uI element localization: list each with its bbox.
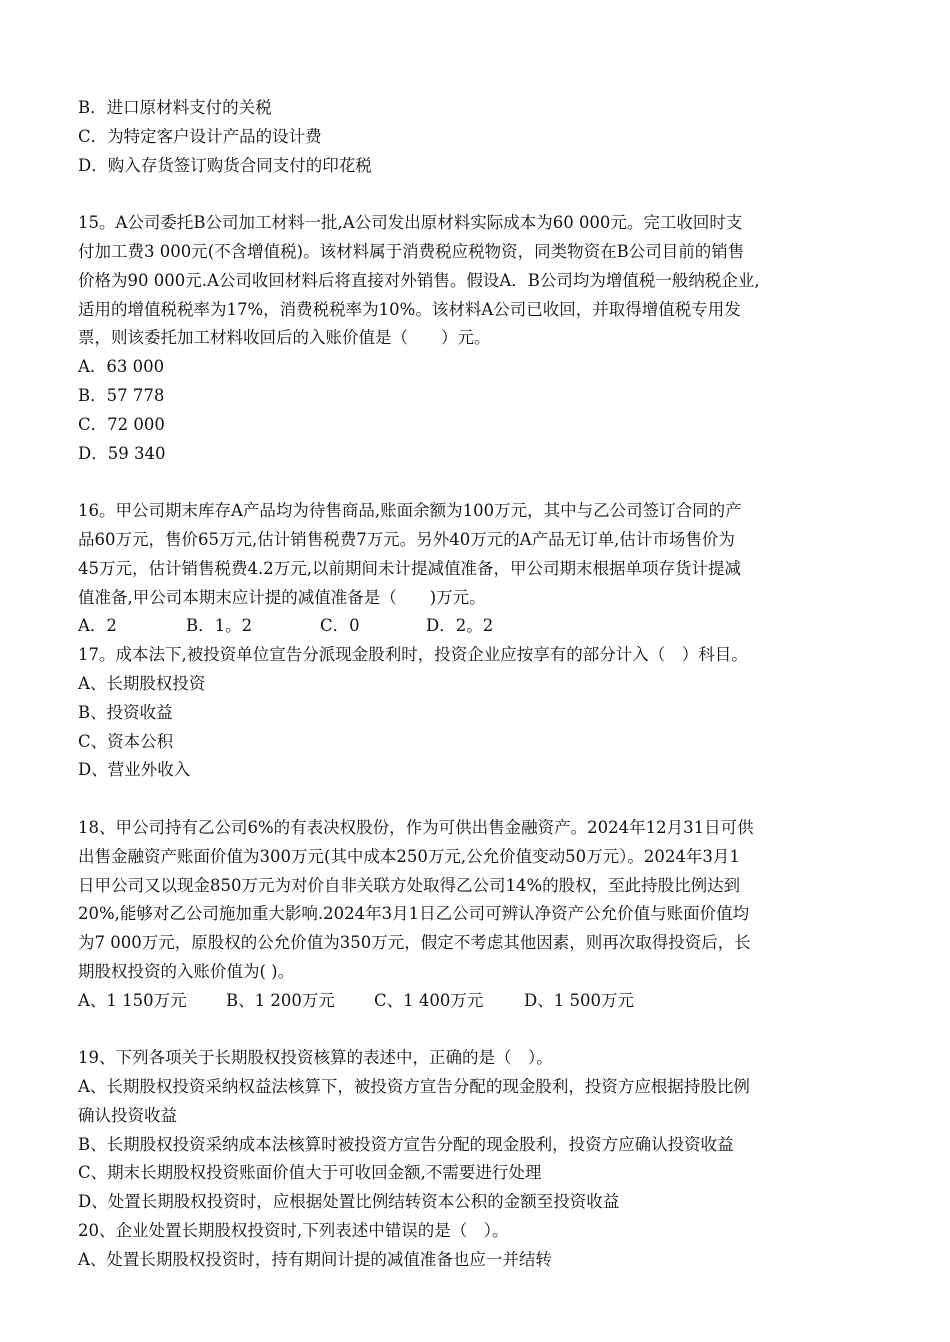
options-row (78, 987, 878, 1016)
question-stem-line: 18、甲公司持有乙公司6%的有表决权股份，作为可供出售金融资产。2024年12月31日可供 (78, 817, 754, 837)
option-b: B、长期股权投资采纳成本法核算时被投资方宣告分配的现金股利，投资方应确认投资收益 (78, 1134, 734, 1154)
option-a: A、处置长期股权投资时，持有期间计提的减值准备也应一并结转 (78, 1249, 552, 1269)
option-b: B．进口原材料支付的关税 (78, 98, 272, 117)
spacer (78, 468, 878, 497)
option-a: A、长期股权投资采纳权益法核算下，被投资方宣告分配的现金股利，投资方应根据持股比例 (78, 1077, 750, 1097)
option-a: A．2 (78, 616, 117, 636)
question-16 (78, 497, 878, 641)
question-stem-line: 日甲公司又以现金850万元为对价自非关联方处取得乙公司14%的股权，至此持股比例达到 (78, 875, 741, 895)
option-a: A、长期股权投资 (78, 673, 206, 693)
spacer (78, 785, 878, 814)
document-page (78, 94, 878, 1275)
question-stem-line: 票，则该委托加工材料收回后的入账价值是（ ）元。 (78, 328, 491, 348)
option-b: B．57 778 (78, 385, 165, 405)
question-stem-line: 期股权投资的入账价值为( )。 (78, 961, 295, 981)
option-d: D．59 340 (78, 443, 166, 463)
question-stem-line: 45万元，估计销售税费4.2万元,以前期间未计提减值准备，甲公司期末根据单项存货计提减 (78, 558, 741, 578)
option-b: B、投资收益 (78, 702, 173, 722)
question-15 (78, 209, 878, 468)
question-20 (78, 1217, 878, 1275)
question-stem-line: 为7 000万元，原股权的公允价值为350万元，假定不考虑其他因素，则再次取得投资后，长 (78, 933, 751, 953)
option-a-continued: 确认投资收益 (78, 1105, 177, 1125)
question-18 (78, 814, 878, 1016)
question-stem-line: 价格为90 000元.A公司收回材料后将直接对外销售。假设A．B公司均为增值税一般纳税企业, (78, 270, 760, 290)
question-stem-line: 17。成本法下,被投资单位宣告分派现金股利时，投资企业应按享有的部分计入（ ）科目。 (78, 645, 748, 665)
option-d: D、营业外收入 (78, 760, 191, 780)
question-stem-line: 付加工费3 000元(不含增值税)。该材料属于消费税应税物资，同类物资在B公司目前的销售 (78, 241, 745, 261)
options-row (78, 612, 878, 641)
option-c: C、1 400万元 (374, 990, 484, 1010)
question-stem-line: 适用的增值税税率为17%，消费税税率为10%。该材料A公司已收回，并取得增值税专用发 (78, 299, 741, 319)
question-stem-line: 值准备,甲公司本期末应计提的减值准备是（ )万元。 (78, 587, 486, 607)
question-stem-line: 出售金融资产账面价值为300万元(其中成本250万元,公允价值变动50万元）。2024年3月1 (78, 846, 740, 866)
option-c: C、资本公积 (78, 731, 174, 751)
option-b: B．1。2 (186, 616, 253, 636)
option-c: C．0 (320, 616, 360, 636)
option-d: D、1 500万元 (524, 990, 634, 1010)
question-stem-line: 品60万元，售价65万元,估计销售税费7万元。另外40万元的A产品无订单,估计市场售价为 (78, 529, 735, 549)
question-19 (78, 1044, 878, 1217)
question-stem-line: 19、下列各项关于长期股权投资核算的表述中，正确的是（ ）。 (78, 1048, 553, 1068)
option-b: B、1 200万元 (226, 990, 335, 1010)
option-d: D．2。2 (426, 616, 494, 636)
option-a: A．63 000 (78, 357, 165, 377)
option-d: D、处置长期股权投资时，应根据处置比例结转资本公积的金额至投资收益 (78, 1192, 620, 1212)
option-c: C．为特定客户设计产品的设计费 (78, 126, 322, 146)
question-stem-line: 20、企业处置长期股权投资时,下列表述中错误的是（ ）。 (78, 1221, 509, 1241)
question-stem-line: 15。A公司委托B公司加工材料一批,A公司发出原材料实际成本为60 000元。完工收回时支 (78, 213, 743, 233)
option-d: D．购入存货签订购货合同支付的印花税 (78, 155, 372, 175)
question-stem-line: 20%,能够对乙公司施加重大影响.2024年3月1日乙公司可辨认净资产公允价值与账面价值均 (78, 904, 750, 924)
q14-options (78, 94, 878, 180)
spacer (78, 180, 878, 209)
option-a: A、1 150万元 (78, 990, 187, 1010)
question-17 (78, 641, 878, 785)
option-c: C．72 000 (78, 414, 165, 434)
spacer (78, 1016, 878, 1045)
option-c: C、期末长期股权投资账面价值大于可收回金额,不需要进行处理 (78, 1163, 542, 1183)
question-stem-line: 16。甲公司期末库存A产品均为待售商品,账面余额为100万元，其中与乙公司签订合同的产 (78, 501, 742, 521)
